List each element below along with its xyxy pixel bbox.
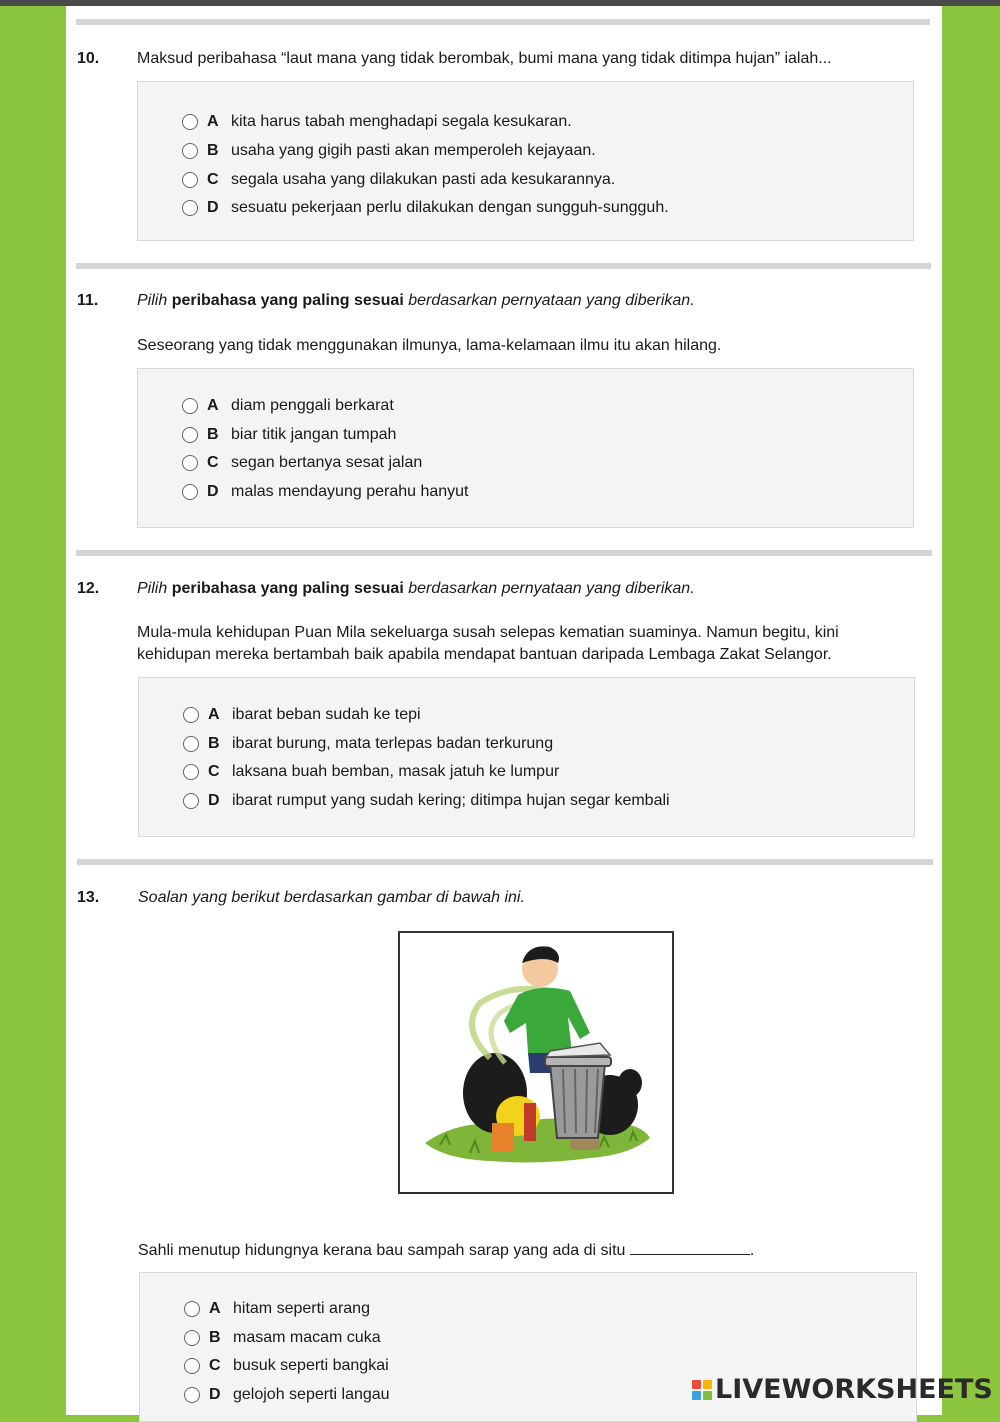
option-letter: C [208, 763, 220, 780]
radio-button[interactable] [184, 1330, 200, 1346]
radio-button[interactable] [184, 1301, 200, 1317]
question-number: 11. [77, 292, 99, 309]
option-text: hitam seperti arang [233, 1300, 370, 1317]
radio-button[interactable] [182, 484, 198, 500]
question-instruction [138, 887, 928, 909]
instruction-italic: berdasarkan pernyataan yang diberikan. [408, 292, 695, 309]
option-letter: A [208, 706, 220, 723]
instruction-italic: Pilih [137, 292, 168, 309]
option-text: segala usaha yang dilakukan pasti ada kesukarannya. [231, 171, 616, 188]
radio-button[interactable] [183, 764, 199, 780]
boy-covering-nose-illustration [400, 933, 672, 1192]
option-letter: C [209, 1357, 221, 1374]
liveworksheets-logo[interactable] [692, 1374, 993, 1405]
radio-button[interactable] [182, 143, 198, 159]
radio-button[interactable] [182, 427, 198, 443]
garbage-illustration [398, 931, 674, 1194]
question-instruction [137, 290, 927, 312]
option-text: usaha yang gigih pasti akan memperoleh kejayaan. [231, 142, 596, 159]
option-letter: D [207, 199, 219, 216]
option-letter: B [207, 426, 219, 443]
radio-button[interactable] [182, 114, 198, 130]
option-letter: C [207, 454, 219, 471]
radio-button[interactable] [182, 455, 198, 471]
option-text: kita harus tabah menghadapi segala kesukaran. [231, 113, 572, 130]
option-d[interactable] [182, 196, 669, 220]
question-prompt: Maksud peribahasa “laut mana yang tidak berombak, bumi mana yang tidak ditimpa hujan” ialah... [137, 50, 832, 67]
option-letter: C [207, 171, 219, 188]
option-b[interactable] [183, 732, 553, 756]
question-number: 13. [77, 889, 100, 906]
option-d[interactable] [183, 789, 670, 813]
question-instruction [137, 578, 927, 600]
option-box [138, 677, 915, 837]
option-a[interactable] [184, 1297, 370, 1321]
instruction-italic: Soalan yang berikut berdasarkan gambar di bawah ini. [138, 889, 525, 906]
option-text: ibarat rumput yang sudah kering; ditimpa hujan segar kembali [232, 792, 670, 809]
option-letter: B [208, 735, 220, 752]
option-text: sesuatu pekerjaan perlu dilakukan dengan sungguh-sungguh. [231, 199, 669, 216]
instruction-bold: peribahasa yang paling sesuai [171, 580, 404, 597]
option-b[interactable] [184, 1326, 381, 1350]
option-c[interactable] [184, 1354, 389, 1378]
option-text: masam macam cuka [233, 1329, 381, 1346]
instruction-italic: Pilih [137, 580, 168, 597]
option-text: ibarat beban sudah ke tepi [232, 706, 421, 723]
option-c[interactable] [182, 451, 422, 475]
option-d[interactable] [184, 1383, 390, 1407]
radio-button[interactable] [182, 398, 198, 414]
option-c[interactable] [182, 168, 615, 192]
radio-button[interactable] [183, 793, 199, 809]
option-letter: B [207, 142, 219, 159]
option-letter: D [207, 483, 219, 500]
answer-blank[interactable] [630, 1240, 750, 1255]
option-b[interactable] [182, 423, 396, 447]
option-text: biar titik jangan tumpah [231, 426, 397, 443]
option-text: laksana buah bemban, masak jatuh ke lumpur [232, 763, 560, 780]
instruction-bold: peribahasa yang paling sesuai [171, 292, 404, 309]
brand-name: LIVEWORKSHEETS [715, 1374, 993, 1405]
option-text: malas mendayung perahu hanyut [231, 483, 469, 500]
radio-button[interactable] [182, 172, 198, 188]
divider [76, 263, 931, 269]
option-box [137, 368, 914, 528]
radio-button[interactable] [182, 200, 198, 216]
radio-button[interactable] [183, 707, 199, 723]
option-letter: D [209, 1386, 221, 1403]
radio-button[interactable] [184, 1387, 200, 1403]
option-c[interactable] [183, 760, 559, 784]
option-letter: B [209, 1329, 221, 1346]
option-text: segan bertanya sesat jalan [231, 454, 423, 471]
option-text: diam penggali berkarat [231, 397, 394, 414]
statement-end: . [749, 1242, 755, 1259]
option-a[interactable] [183, 703, 421, 727]
divider [77, 859, 933, 865]
option-letter: D [208, 792, 220, 809]
option-text: busuk seperti bangkai [233, 1357, 389, 1374]
option-text: gelojoh seperti langau [233, 1386, 390, 1403]
divider [76, 550, 932, 556]
divider [76, 19, 930, 25]
option-a[interactable] [182, 394, 394, 418]
option-letter: A [207, 397, 219, 414]
question-statement [138, 1240, 928, 1262]
question-number: 10. [77, 50, 100, 67]
question-number: 12. [77, 580, 100, 597]
radio-button[interactable] [183, 736, 199, 752]
option-letter: A [209, 1300, 221, 1317]
instruction-italic: berdasarkan pernyataan yang diberikan. [408, 580, 695, 597]
worksheet-page [66, 6, 942, 1415]
option-b[interactable] [182, 139, 596, 163]
option-letter: A [207, 113, 219, 130]
question-statement: Seseorang yang tidak menggunakan ilmunya, lama-kelamaan ilmu itu akan hilang. [137, 337, 722, 354]
question-statement-line: Mula-mula kehidupan Puan Mila sekeluarga susah selepas kematian suaminya. Namun begitu, kini [137, 624, 839, 641]
option-d[interactable] [182, 480, 469, 504]
option-a[interactable] [182, 110, 572, 134]
liveworksheets-icon [692, 1380, 712, 1400]
option-text: ibarat burung, mata terlepas badan terkurung [232, 735, 554, 752]
radio-button[interactable] [184, 1358, 200, 1374]
question-statement-line: kehidupan mereka bertambah baik apabila mendapat bantuan daripada Lembaga Zakat Selangor. [137, 646, 832, 663]
option-box [137, 81, 914, 241]
statement-text: Sahli menutup hidungnya kerana bau sampah sarap yang ada di situ [138, 1242, 626, 1259]
